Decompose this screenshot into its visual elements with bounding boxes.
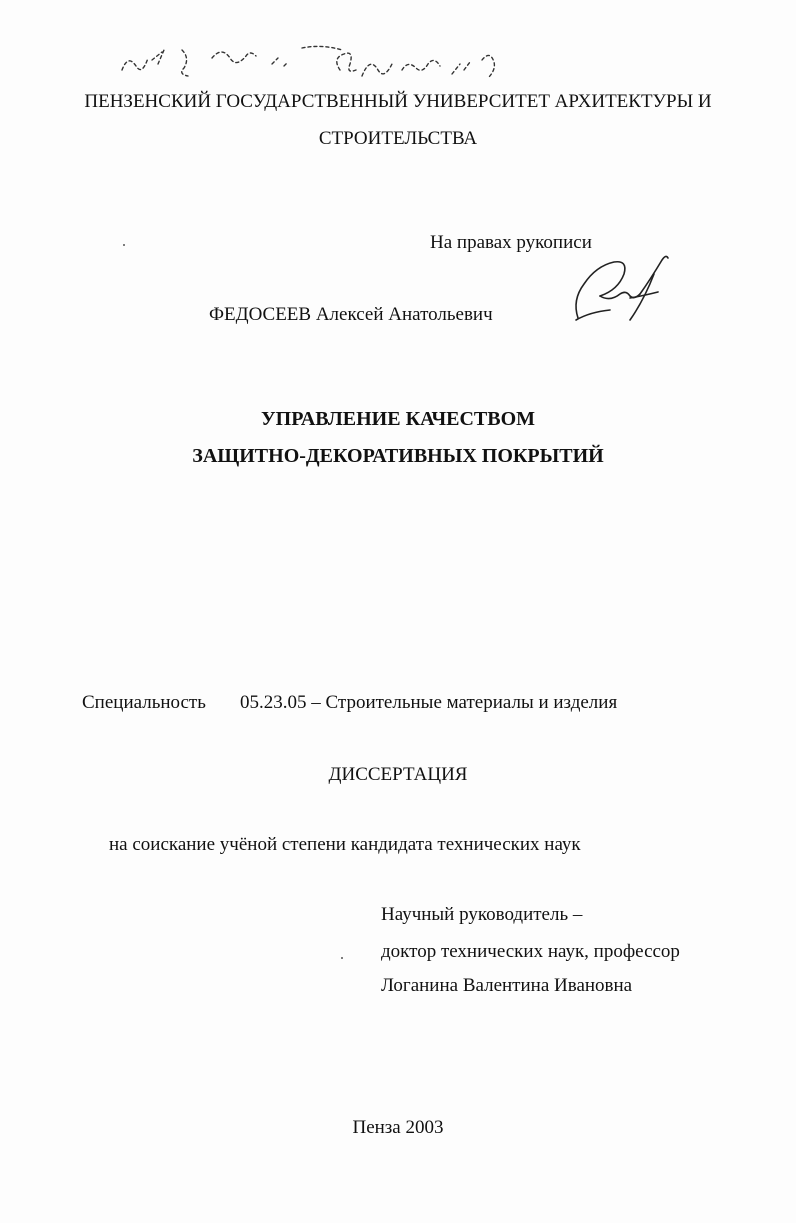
signature (570, 250, 680, 325)
supervisor-title: доктор технических наук, профессор (381, 941, 680, 962)
supervisor-role: Научный руководитель – (381, 904, 583, 925)
specialty-label: Специальность (82, 692, 206, 713)
scan-speck (123, 244, 125, 246)
city-year: Пенза 2003 (352, 1117, 444, 1138)
scan-speck (341, 957, 343, 959)
manuscript-rights-note: На правах рукописи (430, 232, 592, 253)
title-line-2: ЗАЩИТНО-ДЕКОРАТИВНЫХ ПОКРЫТИЙ (192, 445, 604, 467)
work-type: ДИССЕРТАЦИЯ (328, 764, 468, 785)
institution-line-2: СТРОИТЕЛЬСТВА (318, 128, 478, 149)
degree-line: на соискание учёной степени кандидата технических наук (109, 834, 581, 855)
title-line-1: УПРАВЛЕНИЕ КАЧЕСТВОМ (260, 408, 536, 430)
author-name: ФЕДОСЕЕВ Алексей Анатольевич (209, 304, 493, 325)
supervisor-name: Логанина Валентина Ивановна (381, 975, 633, 996)
specialty-value: 05.23.05 – Строительные материалы и изделия (240, 692, 618, 713)
handwritten-note-mark (112, 30, 512, 90)
institution-line-1: ПЕНЗЕНСКИЙ ГОСУДАРСТВЕННЫЙ УНИВЕРСИТЕТ АРХИТЕКТУРЫ И (84, 91, 712, 112)
